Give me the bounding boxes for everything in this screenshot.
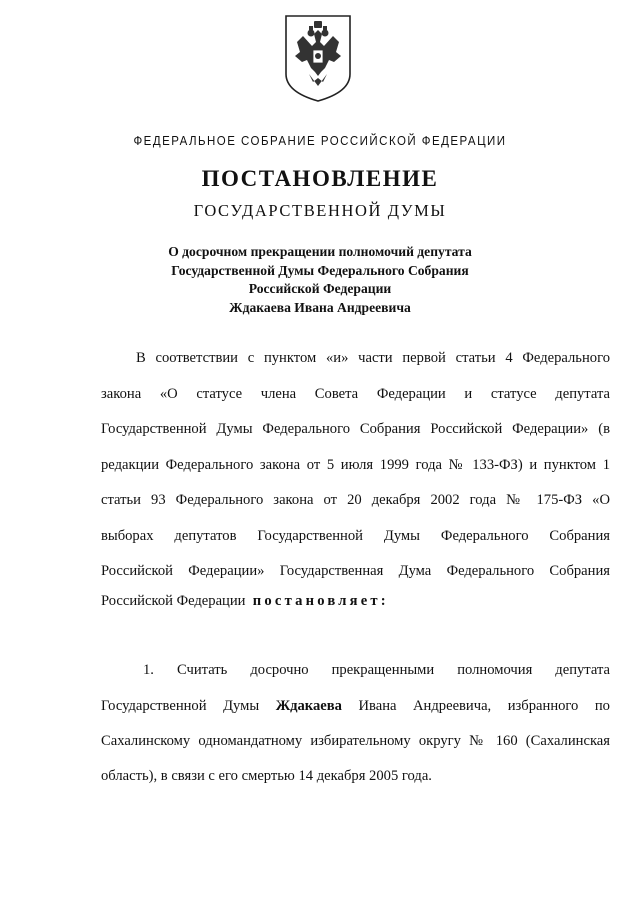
preamble-line: закона «О статусе члена Совета Федерации и статусе депутата xyxy=(101,386,610,402)
organization-name: ФЕДЕРАЛЬНОЕ СОБРАНИЕ РОССИЙСКОЙ ФЕДЕРАЦИИ xyxy=(133,134,507,148)
clause-line: область), в связи с его смертью 14 декабря 2005 года. xyxy=(101,768,432,784)
preamble-line: В соответствии с пунктом «и» части первой статьи 4 Федерального xyxy=(136,350,610,366)
preamble-line: статьи 93 Федерального закона от 20 декабря 2002 года № 175-ФЗ «О xyxy=(101,492,610,508)
subject-line: О досрочном прекращении полномочий депутата xyxy=(168,244,472,259)
russian-coat-of-arms-icon xyxy=(283,12,353,104)
clause-text: Ивана Андреевича, избранного по xyxy=(358,698,610,714)
preamble-line: Государственной Думы Федерального Собрания Российской Федерации» (в xyxy=(101,421,610,437)
clause-line xyxy=(101,696,610,716)
document-subject xyxy=(0,243,640,317)
preamble-text: Российской Федерации xyxy=(101,593,246,609)
preamble-line: Российской Федерации» Государственная Дума Федерального Собрания xyxy=(101,563,610,579)
issuer-name: ГОСУДАРСТВЕННОЙ ДУМЫ xyxy=(193,201,447,220)
subject-deputy-name: Ждакаева Ивана Андреевича xyxy=(229,299,411,315)
preamble-line: выборах депутатов Государственной Думы Федерального Собрания xyxy=(101,528,610,544)
state-emblem xyxy=(283,12,353,104)
subject-line: Государственной Думы Федерального Собрания xyxy=(171,262,469,278)
preamble-line: редакции Федерального закона от 5 июля 1999 года № 133-ФЗ) и пунктом 1 xyxy=(101,457,610,473)
subject-line: Российской Федерации xyxy=(248,281,392,296)
clause-line: Сахалинскому одномандатному избирательному округу № 160 (Сахалинская xyxy=(101,733,610,749)
deputy-surname: Ждакаева xyxy=(275,698,342,714)
document-type-title: ПОСТАНОВЛЕНИЕ xyxy=(201,166,439,191)
clause-text: Государственной Думы xyxy=(101,698,260,714)
preamble-line xyxy=(101,591,610,611)
resolves-word: постановляет: xyxy=(252,593,389,609)
clause-line: 1. Считать досрочно прекращенными полномочия депутата xyxy=(143,662,610,678)
